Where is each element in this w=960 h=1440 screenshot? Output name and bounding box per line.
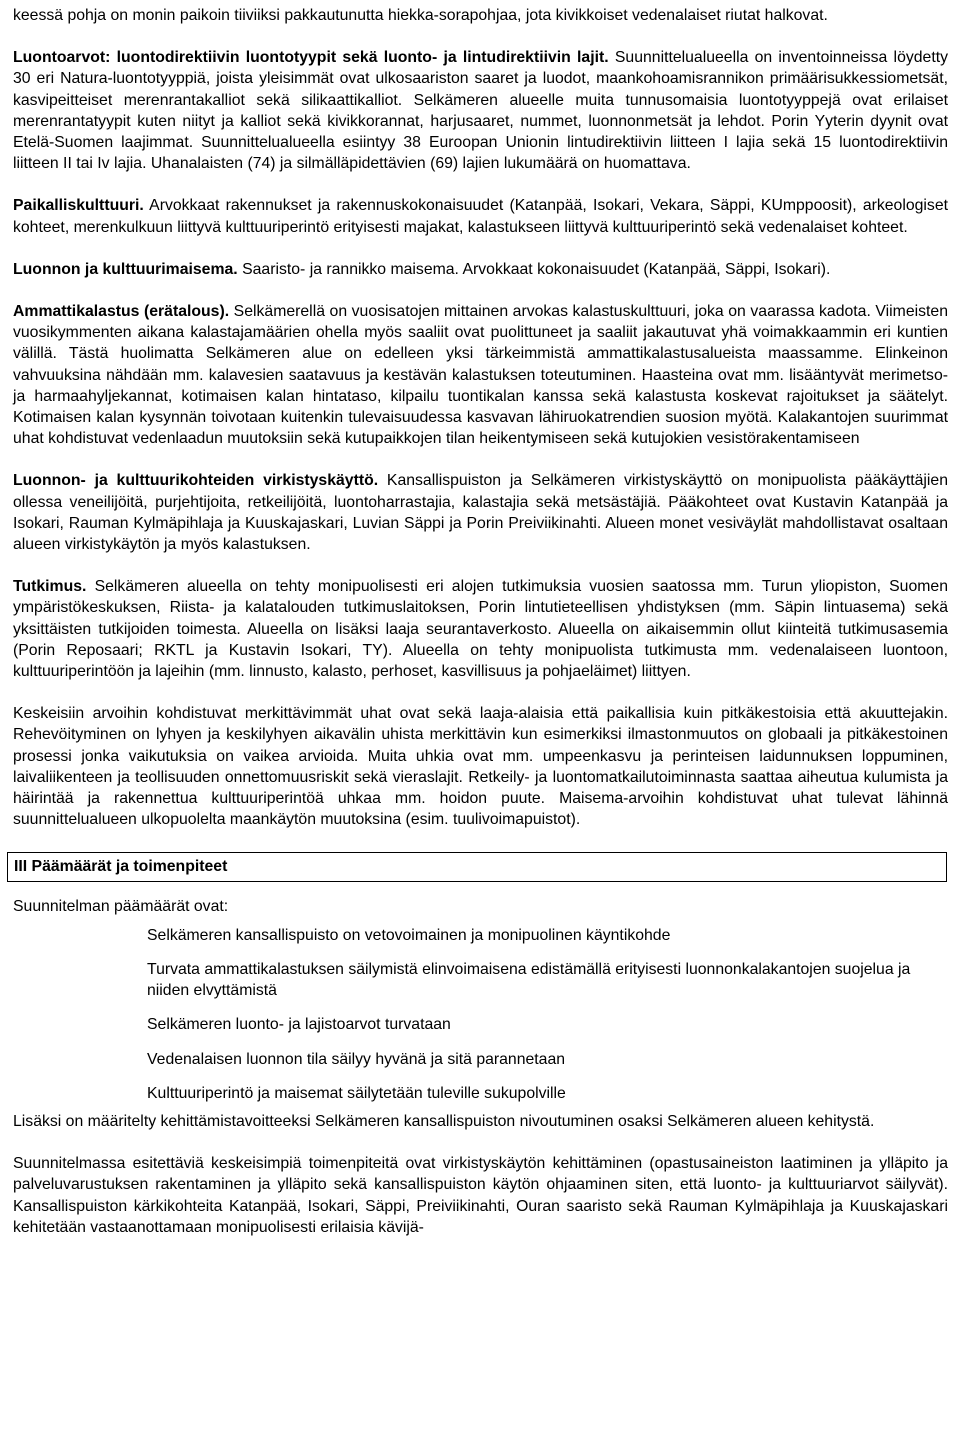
goal-item: Selkämeren kansallispuisto on vetovoimainen ja monipuolinen käyntikohde — [147, 926, 671, 944]
section-title: III Päämäärät ja toimenpiteet — [14, 857, 228, 875]
paragraph-landscape — [13, 259, 948, 280]
paragraph-text: Kansallispuiston ja Selkämeren virkistyskäyttö on monipuolista pääkäyttäjien ollessa veneilijöitä, purjehtijoita, retkeilijöitä, luontoharrastajia, kalastajia sekä metsästäjiä. Pääkohteet ovat Kustavin Katanpää ja Isokari, Rauman Kylmäpihlaja ja Kuuskajaskari, Luvian Säppi ja Porin Preiviikinahti. Alueen monet vesiväylät mahdollistavat osaltaan alueen virkistykäytön ja myös kalastuksen. — [13, 472, 948, 554]
paragraph-fishing — [13, 301, 948, 449]
paragraph-threats — [13, 703, 948, 830]
paragraph-local-culture — [13, 195, 948, 237]
paragraph-heading: Tutkimus. — [13, 578, 87, 596]
paragraph-text: Selkämeren alueella on tehty monipuolisesti eri alojen tutkimuksia vuosien saatossa mm. Turun yliopiston, Suomen ympäristökeskuksen, Riista- ja kalatalouden tutkimuslaitoksen, Porin lintutieteellisen yhdistyksen (mm. Säpin lintuasema) sekä yksittäisten tutkijoiden toimesta. Alueella on lisäksi laaja seurantaverkosto. Alueella on aikaisemmin ollut kiinteitä tutkimusasemia (Porin Reposaari; RKTL ja Kustavin Isokari, TY). Alueella on tehty monipuolista tutkimusta mm. vedenalaiseen luontoon, kulttuuriperintöön ja lajeihin (mm. linnusto, kalasto, perhoset, kasvillisuus ja pohjaeläimet) liittyen. — [13, 578, 948, 681]
goal-item: Turvata ammattikalastuksen säilymistä elinvoimaisena edistämällä erityisesti luonnonkalakantojen suojelua ja niiden elvyttämistä — [147, 960, 911, 1000]
goal-item: Kulttuuriperintö ja maisemat säilytetään tuleville sukupolville — [147, 1084, 566, 1102]
paragraph-seabed — [13, 5, 948, 26]
paragraph-text: keessä pohja on monin paikoin tiiviiksi pakkautunutta hiekka-sorapohjaa, jota kivikkoiset vedenalaiset riutat halkovat. — [13, 7, 828, 24]
goals-intro: Suunnitelman päämäärät ovat: — [13, 897, 229, 915]
paragraph-nature-values — [13, 47, 948, 174]
goals-list — [13, 925, 948, 1104]
goal-item: Vedenalaisen luonnon tila säilyy hyvänä ja sitä parannetaan — [147, 1050, 566, 1068]
paragraph-recreation — [13, 470, 948, 555]
paragraph-heading: Paikalliskulttuuri. — [13, 197, 144, 215]
paragraph-heading: Luontoarvot: luontodirektiivin luontotyypit sekä luonto- ja lintudirektiivin lajit. — [13, 49, 609, 67]
paragraph-research — [13, 576, 948, 682]
paragraph-heading: Ammattikalastus (erätalous). — [13, 303, 230, 321]
paragraph-heading: Luonnon ja kulttuurimaisema. — [13, 260, 238, 278]
paragraph-text: Selkämerellä on vuosisatojen mittainen arvokas kalastuskulttuuri, joka on vaarassa kadota. Viimeisten vuosikymmenten aikana kalastajamäärien ohella myös saaliit ovat puolittuneet ja saaliit jakautuvat yhä voimakkaammin eri kuntien välillä. Tästä huolimatta Selkämeren alue on edelleen yksi tärkeimmistä ammattikalastusalueista maassamme. Elinkeinon vahvuuksina nähdään mm. kalavesien saatavuus ja kestävän kalastuksen toteutuminen. Haasteina ovat mm. lisääntyvät merimetso- ja harmaahyljekannat, kotimaisen kalan hintataso, kilpailu tuontikalan kanssa sekä kalastusta koskevat rajoitukset ja säätelyt. Kotimaisen kalan kysynnän toivotaan kuitenkin tulevaisuudessa kasvavan lähiruokatrendien suosion myötä. Kalakantojen suurimmat uhat kohdistuvat vedenlaadun muutoksiin sekä kutupaikkojen tilan heikentymiseen sekä kutujokien vesistörakentamiseen — [13, 303, 948, 448]
paragraph-text: Keskeisiin arvoihin kohdistuvat merkittävimmät uhat ovat sekä laaja-alaisia että paikallisia kuin pitkäkestoisia että akuuttejakin. Rehevöityminen on lyhyen ja keskilyhyen aikavälin uhista merkittävin kun esimerkiksi ilmastonmuutos on globaali ja pitkäkestoinen prosessi jonka vaikutuksia on vaikea arvioida. Muita uhkia ovat mm. umpeenkasvu ja perinteisen laidunnuksen loppuminen, laivaliikenteen ja teollisuuden onnettomuusriskit sekä vieraslajit. Retkeily- ja luontomatkailutoiminnasta saattaa aiheutua kulumista ja häirintää ja rakennettua kulttuuriperintöä uhkaa mm. hoidon puute. Maisema-arvoihin kohdistuvat uhat tulevat lähinnä suunnittelualueen ulkopuolelta maankäytön muutoksina (esim. tuulivoimapuistot). — [13, 705, 948, 829]
paragraph-text: Arvokkaat rakennukset ja rakennuskokonaisuudet (Katanpää, Isokari, Vekara, Säppi, KUmppoosit), arkeologiset kohteet, merenkulkuun liittyvä kulttuuriperintö erityisesti majakat, kalastukseen liittyvä kulttuuriperintö sekä vedenalaiset kohteet. — [13, 197, 948, 236]
paragraph-development-goal: Lisäksi on määritelty kehittämistavoitteeksi Selkämeren kansallispuiston nivoutuminen osaksi Selkämeren alueen kehitystä. — [13, 1112, 875, 1130]
paragraph-text: Suunnittelualueella on inventoinneissa löydetty 30 eri Natura-luontotyyppiä, joista yleisimmät ovat ulkosaariston saaret ja luodot, maankohoamisrannikon primäärisukkessiometsät, kasvipeitteiset merenrantakalliot sekä silikaattikalliot. Selkämeren alueelle muita tunnusomaisia luontotyyppejä ovat erilaiset merenrantatyypit kuten niityt ja kalliot sekä kivikkorannat, harjusaaret, nummet, luonnonmetsät ja lehdot. Porin Yyterin dyynit ovat Etelä-Suomen laajimmat. Suunnittelualueella esiintyy 38 Euroopan Unionin lintudirektiivin liitteen I lajia sekä 15 luontodirektiivin liitteen II tai Iv lajia. Uhanalaisten (74) ja silmälläpidettävien (69) lajien lukumäärä on huomattava. — [13, 49, 948, 173]
paragraph-heading: Luonnon- ja kulttuurikohteiden virkistyskäyttö. — [13, 472, 379, 490]
paragraph-key-measures: Suunnitelmassa esitettäviä keskeisimpiä toimenpiteitä ovat virkistyskäytön kehittäminen (opastusaineiston laatiminen ja ylläpito ja palveluvarustuksen rakentaminen ja ylläpito sekä kansallispuiston käytön ohjaaminen siten, että luonto- ja kulttuuriarvot säilyvät). Kansallispuiston kärkikohteita Katanpää, Isokari, Säppi, Preiviikinahti, Ouran saaristo sekä Rauman Kylmäpihlaja ja Kuuskajaskari kehitetään vastaanottamaan monipuolisesti erilaisia kävijä- — [13, 1155, 948, 1236]
section-heading-box — [7, 852, 947, 882]
goal-item: Selkämeren luonto- ja lajistoarvot turvataan — [147, 1016, 451, 1034]
document-page — [13, 5, 948, 1238]
paragraph-text: Saaristo- ja rannikko maisema. Arvokkaat kokonaisuudet (Katanpää, Säppi, Isokari). — [237, 260, 831, 278]
